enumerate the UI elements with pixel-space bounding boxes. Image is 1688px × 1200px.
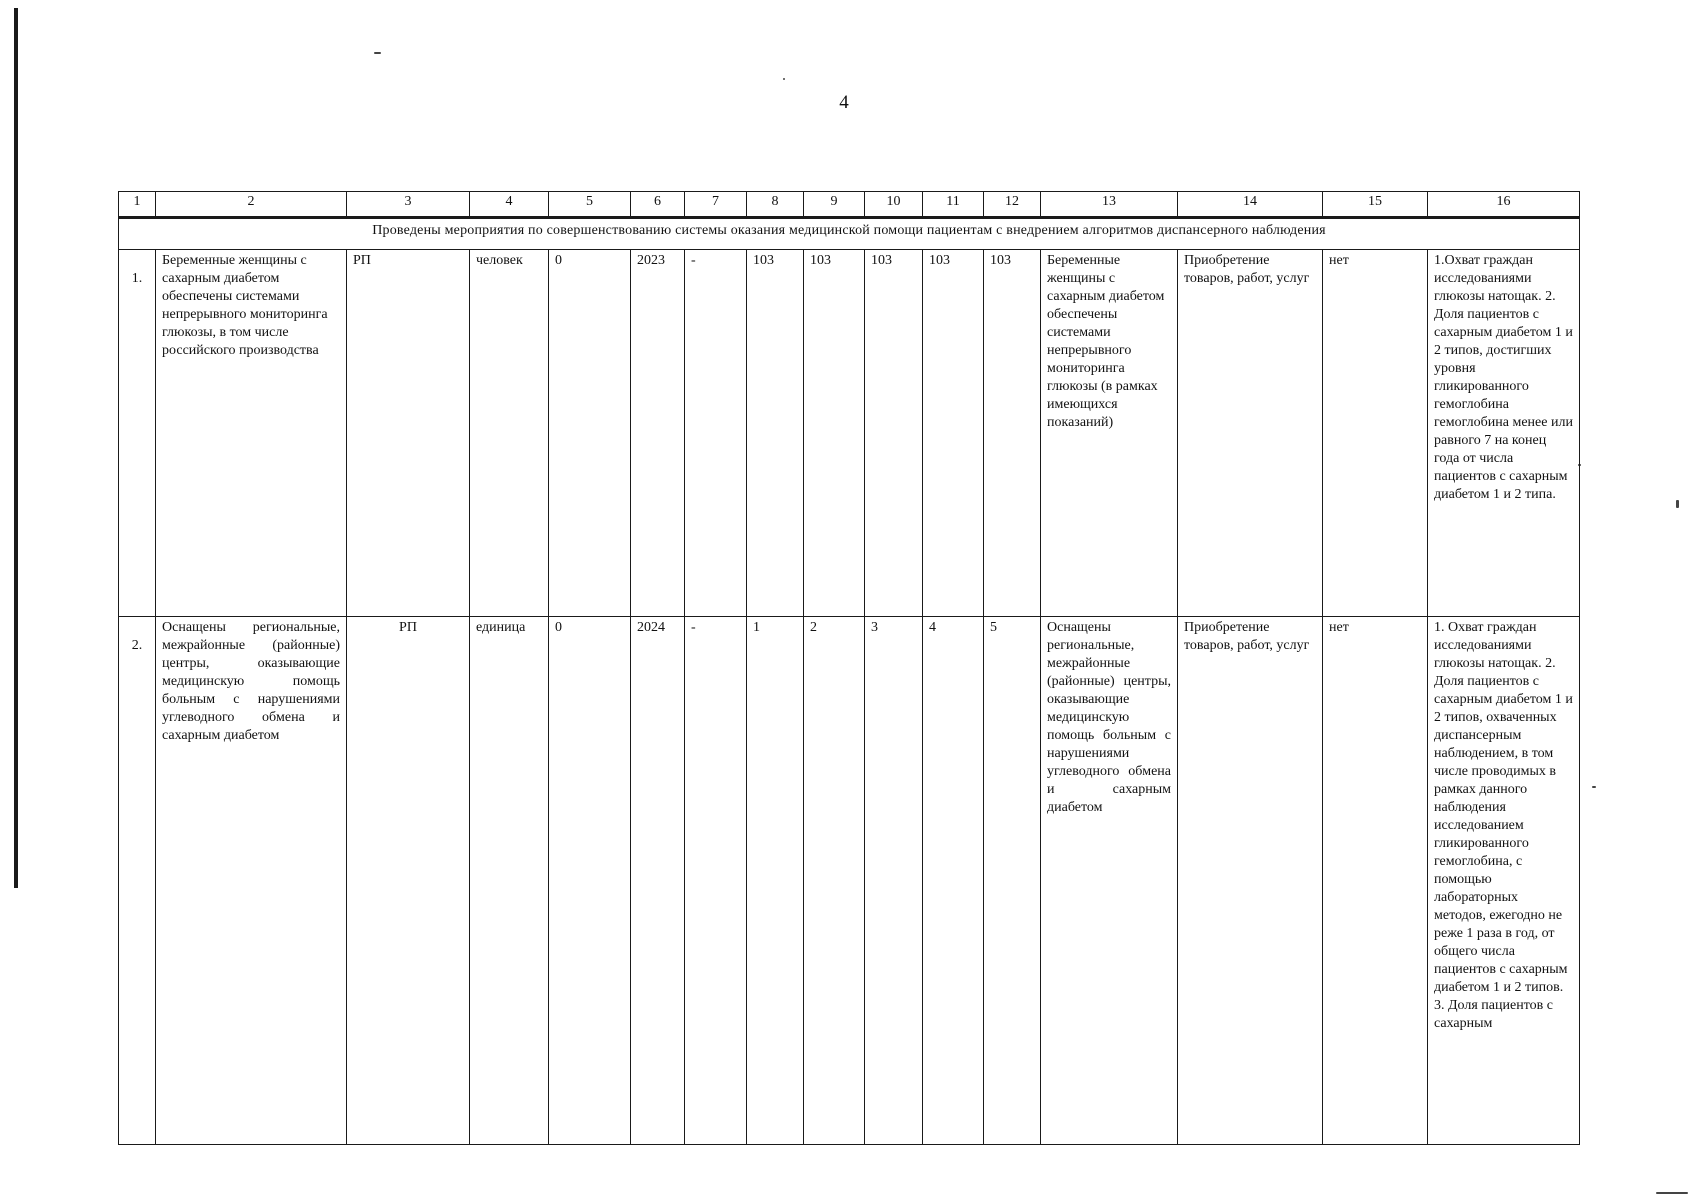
measures-table [118,191,1580,1145]
base-year: 2023 [631,250,685,617]
row-number: 1. [119,250,156,617]
col12-value: 103 [984,250,1041,617]
project-level: РП [347,617,470,1145]
column-number: 2 [156,192,347,218]
column-number: 12 [984,192,1041,218]
scan-speck [1592,786,1596,788]
column-number: 6 [631,192,685,218]
result-description: Беременные женщины с сахарным диабетом обеспечены системами непрерывного мониторинга глюкозы (в рамках имеющихся показаний) [1041,250,1178,617]
column-number: 9 [804,192,865,218]
measure-type: Приобретение товаров, работ, услуг [1178,617,1323,1145]
column-number: 15 [1323,192,1428,218]
table-row [119,617,1580,1145]
col11-value: 4 [923,617,984,1145]
column-number: 5 [549,192,631,218]
scan-speck [1656,1192,1688,1194]
column-number: 11 [923,192,984,218]
flag-value: нет [1323,250,1428,617]
col7-value: - [685,617,747,1145]
col8-value: 103 [747,250,804,617]
base-value: 0 [549,250,631,617]
column-number: 4 [470,192,549,218]
table-row [119,250,1580,617]
scan-speck [783,78,785,80]
col10-value: 103 [865,250,923,617]
col9-value: 103 [804,250,865,617]
col9-value: 2 [804,617,865,1145]
measure-type: Приобретение товаров, работ, услуг [1178,250,1323,617]
column-number: 7 [685,192,747,218]
column-number-row [119,192,1580,218]
flag-value: нет [1323,617,1428,1145]
result-description: Оснащены региональные, межрайонные (районные) центры, оказывающие медицинскую помощь больным с нарушениями углеводного обмена и сахарным диабетом [1041,617,1178,1145]
scan-speck [1676,500,1679,508]
col12-value: 5 [984,617,1041,1145]
measure-unit: единица [470,617,549,1145]
col7-value: - [685,250,747,617]
column-number: 8 [747,192,804,218]
col8-value: 1 [747,617,804,1145]
scan-edge-bar [14,8,18,888]
measure-name: Оснащены региональные, межрайонные (районные) центры, оказывающие медицинскую помощь больным с нарушениями углеводного обмена и сахарным диабетом [156,617,347,1145]
project-level: РП [347,250,470,617]
column-number: 1 [119,192,156,218]
scan-speck [374,52,381,54]
indicators: 1. Охват граждан исследованиями глюкозы натощак. 2. Доля пациентов с сахарным диабетом 1 и 2 типов, охваченных диспансерным наблюдением, в том числе проводимых в рамках данного наблюдения исследованием гликированного гемоглобина, с помощью лабораторных методов, ежегодно не реже 1 раза в год, от общего числа пациентов с сахарным диабетом 1 и 2 типов. 3. Доля пациентов с сахарным [1428,617,1580,1145]
column-number: 13 [1041,192,1178,218]
indicators: 1.Охват граждан исследованиями глюкозы натощак. 2. Доля пациентов с сахарным диабетом 1 и 2 типов, достигших уровня гликированного гемоглобина гемоглобина менее или равного 7 на конец года от числа пациентов с сахарным диабетом 1 и 2 типа. [1428,250,1580,617]
section-title: Проведены мероприятия по совершенствованию системы оказания медицинской помощи пациентам с внедрением алгоритмов диспансерного наблюдения [119,218,1580,250]
column-number: 10 [865,192,923,218]
base-value: 0 [549,617,631,1145]
column-number: 3 [347,192,470,218]
column-number: 16 [1428,192,1580,218]
base-year: 2024 [631,617,685,1145]
row-number: 2. [119,617,156,1145]
section-row [119,218,1580,250]
column-number: 14 [1178,192,1323,218]
measure-name: Беременные женщины с сахарным диабетом обеспечены системами непрерывного мониторинга глюкозы, в том числе российского производства [156,250,347,617]
measure-unit: человек [470,250,549,617]
page-number: 4 [839,92,849,113]
col10-value: 3 [865,617,923,1145]
col11-value: 103 [923,250,984,617]
